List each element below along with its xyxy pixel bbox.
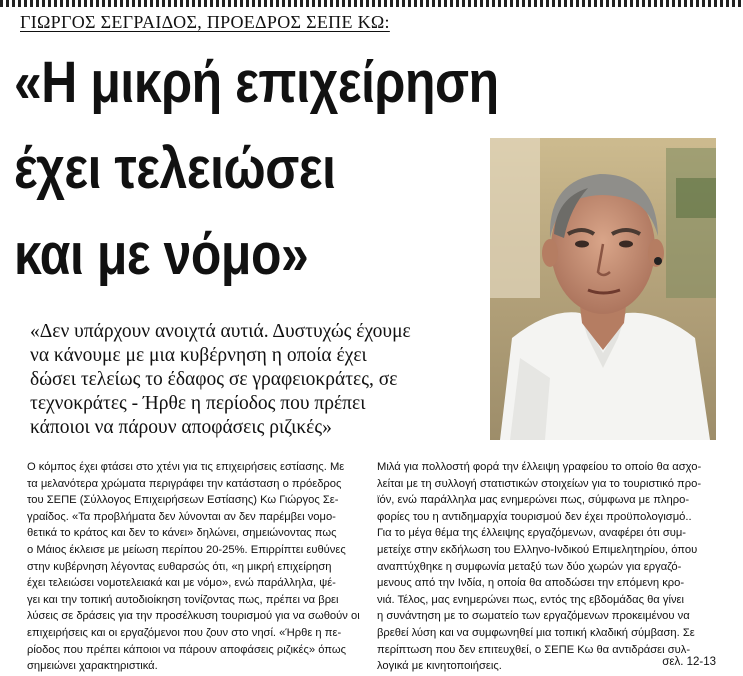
body-line: η συνάντηση με το σωματείο των εργαζόμενων προκειμένου να: [377, 610, 690, 623]
headline-line: «Η μικρή επιχείρηση: [14, 50, 499, 115]
body-line: έχει τελειώσει νομοτελειακά και με νόμο», ενώ παράλληλα, ψέ-: [27, 577, 336, 590]
body-line: ϊόν, ενώ παράλληλα μας ενημερώνει πως, σύμφωνα με πληρο-: [377, 494, 690, 507]
portrait-illustration: [490, 138, 716, 440]
body-line: νιά. Τέλος, μας ενημερώνει πως, εντός της εβδομάδας θα γίνει: [377, 593, 685, 606]
headline-line: έχει τελειώσει: [14, 136, 336, 201]
body-line: φορίες του η αντιδημαρχία τουρισμού δεν έχει προϋπολογισμό..: [377, 510, 692, 523]
kicker: ΓΙΩΡΓΟΣ ΣΕΓΡΑΙΔΟΣ, ΠΡΟΕΔΡΟΣ ΣΕΠΕ ΚΩ:: [20, 12, 390, 32]
headline: [14, 40, 499, 298]
body-line: γραίδος. «Τα προβλήματα δεν λύνονται αν δεν παρέμβει νομο-: [27, 510, 336, 523]
body-line: λείται με τη συλλογή στατιστικών στοιχείων για το τουριστικό προ-: [377, 477, 702, 490]
headline-line: και με νόμο»: [14, 222, 309, 287]
body-line: ο Μάιος έκλεισε με μείωση περίπου 20-25%. Επιρρίπτει ευθύνες: [27, 543, 346, 556]
top-decorative-rule: [0, 0, 743, 7]
body-line: στην κυβέρνηση λέγοντας ευθαρσώς ότι, «η μικρή επιχείρηση: [27, 560, 332, 573]
body-line: Ο κόμπος έχει φτάσει στο χτένι για τις επιχειρήσεις εστίασης. Με: [27, 461, 345, 473]
standfirst-line: κάποιοι να πάρουν αποφάσεις ριζικές»: [30, 417, 332, 438]
body-line: γει και την τοπική αυτοδιοίκηση τονίζοντας πως, πρέπει να βρει: [27, 593, 339, 606]
page-reference: σελ. 12-13: [662, 656, 716, 668]
body-column-right: [377, 459, 723, 675]
body-line: του ΣΕΠΕ (Σύλλογος Επιχειρήσεων Εστίασης) Κω Γιώργος Σε-: [27, 494, 339, 507]
body-line: περίπτωση που δεν επιτευχθεί, ο ΣΕΠΕ Κω θα αντιδράσει συλ-: [377, 643, 691, 656]
body-line: επιχειρήσεις και οι εργαζόμενοι που ζουν στο νησί. «Ήρθε η πε-: [27, 626, 342, 639]
portrait-photo: [490, 138, 716, 440]
standfirst-line: τεχνοκράτες - Ήρθε η περίοδος που πρέπει: [30, 393, 366, 414]
body-line: ρίοδος που πρέπει κάποιοι να πάρουν αποφάσεις ριζικές» όπως: [27, 643, 346, 656]
body-line: Μιλά για πολλοστή φορά την έλλειψη γραφείου το οποίο θα ασχο-: [377, 461, 702, 473]
body-line: αναπτύχθηκε η συμφωνία μεταξύ των δύο χωρών για εργαζό-: [377, 560, 682, 573]
body-line: σημειώνει χαρακτηριστικά.: [27, 660, 158, 673]
body-line: βρεθεί λύση και να συμφωνηθεί μια τοπική κλαδική σύμβαση. Σε: [377, 626, 695, 639]
body-line: θετικά το κράτος και δεν το κάνει» δηλώνει, σημειώνοντας πως: [27, 527, 337, 540]
standfirst-quote: [30, 320, 488, 440]
body-column-left: [27, 459, 367, 675]
standfirst-line: δώσει τελείως το έδαφος σε γραφειοκράτες, σε: [30, 369, 398, 390]
standfirst-line: να κάνουμε με μια κυβέρνηση η οποία έχει: [30, 345, 367, 366]
body-line: λύσεις σε δράσεις για την προσέλκυση τουρισμού για να σωθούν οι: [27, 610, 360, 623]
body-line: μενους από την Ινδία, η οποία θα αποδώσει την επόμενη κρο-: [377, 577, 685, 590]
body-line: λογικά με κινητοποιήσεις.: [377, 660, 502, 673]
body-line: τα μελανότερα χρώματα περιγράφει την κατάσταση ο πρόεδρος: [27, 477, 342, 490]
body-line: μετείχε στην εκδήλωση του Ελληνο-Ινδικού Επιμελητηρίου, όπου: [377, 543, 698, 556]
body-line: Για το μέγα θέμα της έλλειψης εργαζόμενων, αναφέρει ότι συμ-: [377, 527, 687, 540]
standfirst-line: «Δεν υπάρχουν ανοιχτά αυτιά. Δυστυχώς έχουμε: [30, 321, 411, 342]
